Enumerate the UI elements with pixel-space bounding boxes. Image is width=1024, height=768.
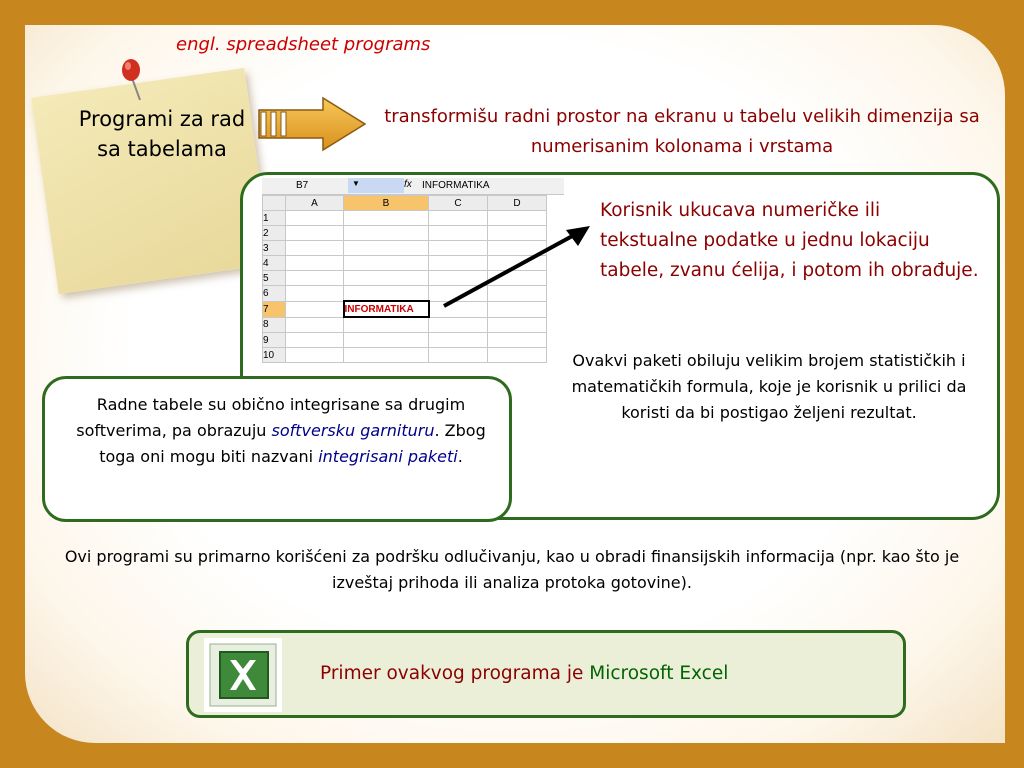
excel-logo-icon [204, 638, 282, 712]
row-header: 1 [263, 211, 286, 226]
column-header-row [263, 196, 547, 211]
dropdown-icon: ▼ [352, 179, 360, 188]
user-input-text: Korisnik ukucava numeričke ili tekstualne podatke u jednu lokaciju tabele, zvanu ćelija, i potom ih obrađuje. [600, 200, 979, 281]
row-header: 7 [263, 301, 286, 317]
active-cell: INFORMATIKA [344, 301, 429, 317]
pointer-arrow-icon [436, 222, 596, 312]
example-prefix: Primer ovakvog programa je [320, 663, 590, 684]
row-header: 5 [263, 271, 286, 286]
row-header: 4 [263, 256, 286, 271]
formula-value: INFORMATIKA [422, 180, 490, 191]
formula-bar [262, 178, 564, 195]
integrated-text-part: Radne tabele su obično integrisane sa drugim softverima, pa obrazuju [76, 395, 466, 440]
name-box: B7 [296, 180, 309, 191]
integrated-text-part: . Zbog toga oni mogu biti nazvani [99, 421, 486, 466]
column-header: B [344, 196, 429, 211]
sticky-note [31, 68, 271, 294]
row-header: 6 [263, 286, 286, 302]
pushpin-icon [118, 56, 148, 102]
column-header: C [429, 196, 488, 211]
product-name: Microsoft Excel [589, 663, 729, 684]
usage-text: Ovi programi su primarno korišćeni za podršku odlučivanju, kao u obradi finansijskih informacija (npr. kao što je izveštaj prihoda ili analiza protoka gotovine). [64, 547, 960, 592]
right-arrow-icon [255, 96, 367, 152]
row-header: 8 [263, 317, 286, 333]
fx-icon: fx [404, 179, 412, 190]
packages-text: Ovakvi paketi obiluju velikim brojem statističkih i matematičkih formula, koje je korisnik u prilici da koristi da bi postigao željeni rezultat. [571, 351, 967, 422]
example-text [320, 663, 728, 684]
integrated-text-part: . [457, 447, 463, 466]
english-term: engl. spreadsheet programs [176, 34, 431, 55]
note-title: Programi za rad sa tabelama [78, 107, 246, 161]
term-integrated-packages: integrisani paketi [318, 447, 458, 466]
row-header: 9 [263, 333, 286, 348]
integrated-text [56, 392, 506, 470]
row-header: 3 [263, 241, 286, 256]
row-header: 10 [263, 348, 286, 363]
column-header: D [488, 196, 547, 211]
column-header: A [286, 196, 344, 211]
term-software-suite: softversku garnituru [271, 421, 435, 440]
definition-text: transformišu radni prostor na ekranu u tabelu velikih dimenzija sa numerisanim kolonama i vrstama [384, 106, 980, 157]
row-header: 2 [263, 226, 286, 241]
